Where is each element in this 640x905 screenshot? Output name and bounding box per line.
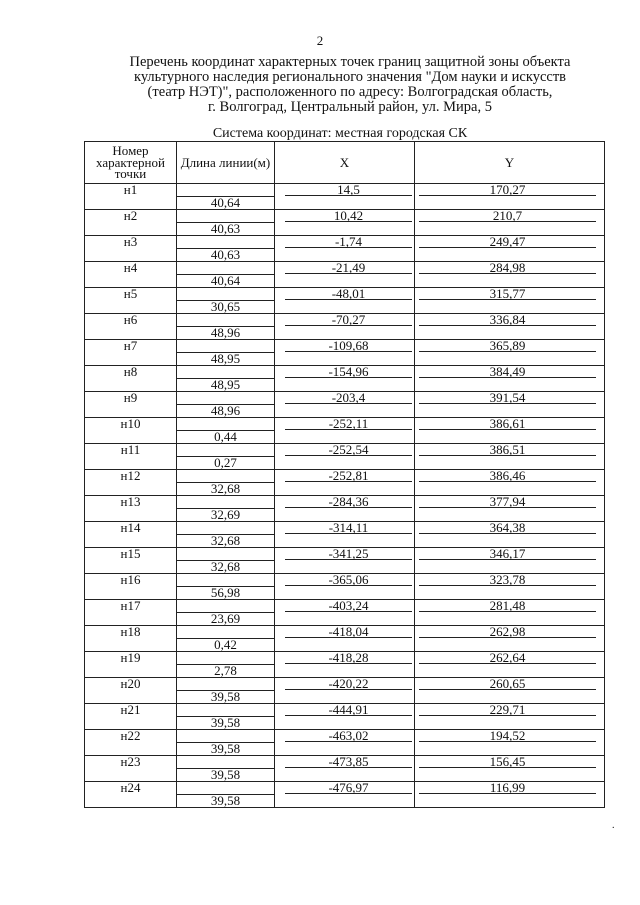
x-coordinate-cell [275,340,415,366]
y-coordinate-cell [415,470,605,496]
y-coordinate-cell-value: 156,45 [419,756,596,768]
table-row [85,262,605,288]
x-coordinate-cell-value: -418,28 [285,652,412,664]
table-row [85,652,605,678]
line-length-cell-value: 48,95 [177,378,274,391]
x-coordinate-cell [275,704,415,730]
point-number-cell: н12 [85,470,177,496]
x-coordinate-cell [275,678,415,704]
line-length-cell-value: 32,68 [177,534,274,547]
line-length-cell [177,444,275,470]
x-coordinate-cell-value: -365,06 [285,574,412,586]
y-coordinate-cell [415,574,605,600]
x-coordinate-cell-value: -109,68 [285,340,412,352]
header-point-number: Номер характерной точки [85,142,177,184]
y-coordinate-cell-value: 384,49 [419,366,596,378]
x-coordinate-cell-value: -403,24 [285,600,412,612]
line-length-cell-value: 40,64 [177,196,274,209]
line-length-cell [177,470,275,496]
margin-dot: . [612,820,615,831]
table-header-row [85,142,605,184]
y-coordinate-cell [415,730,605,756]
x-coordinate-cell-value: -284,36 [285,496,412,508]
line-length-cell [177,392,275,418]
line-length-cell-value: 32,68 [177,560,274,573]
table-row [85,678,605,704]
table-body [85,184,605,808]
x-coordinate-cell-value: -473,85 [285,756,412,768]
y-coordinate-cell [415,548,605,574]
x-coordinate-cell-value: -1,74 [285,236,412,248]
x-coordinate-cell-value: -444,91 [285,704,412,716]
line-length-cell-value: 0,42 [177,638,274,651]
y-coordinate-cell [415,236,605,262]
x-coordinate-cell-value: -203,4 [285,392,412,404]
y-coordinate-cell-value: 210,7 [419,210,596,222]
title-line: культурного наследия регионального значения "Дом науки и искусств [133,69,567,85]
table-row [85,626,605,652]
x-coordinate-cell [275,782,415,808]
y-coordinate-cell [415,652,605,678]
line-length-cell-value: 39,58 [177,716,274,729]
point-number-cell: н22 [85,730,177,756]
x-coordinate-cell [275,418,415,444]
table-row [85,470,605,496]
header-y: Y [415,142,605,184]
line-length-cell [177,236,275,262]
point-number-cell: н18 [85,626,177,652]
y-coordinate-cell-value: 386,61 [419,418,596,430]
point-number-cell: н16 [85,574,177,600]
x-coordinate-cell [275,756,415,782]
y-coordinate-cell [415,678,605,704]
point-number-cell: н2 [85,210,177,236]
point-number-cell: н3 [85,236,177,262]
table-row [85,730,605,756]
line-length-cell [177,626,275,652]
point-number-cell: н24 [85,782,177,808]
table-row [85,444,605,470]
point-number-cell: н5 [85,288,177,314]
table-row [85,418,605,444]
line-length-cell [177,340,275,366]
y-coordinate-cell-value: 377,94 [419,496,596,508]
x-coordinate-cell-value: -341,25 [285,548,412,560]
x-coordinate-cell [275,262,415,288]
point-number-cell: н14 [85,522,177,548]
x-coordinate-cell-value: -476,97 [285,782,412,794]
line-length-cell [177,756,275,782]
point-number-cell: н11 [85,444,177,470]
line-length-cell-value: 39,58 [177,742,274,755]
coordinates-table [84,141,605,808]
y-coordinate-cell-value: 323,78 [419,574,596,586]
y-coordinate-cell [415,366,605,392]
table-row [85,756,605,782]
x-coordinate-cell-value: -252,81 [285,470,412,482]
line-length-cell [177,678,275,704]
y-coordinate-cell-value: 262,98 [419,626,596,638]
table-row [85,236,605,262]
x-coordinate-cell [275,314,415,340]
y-coordinate-cell [415,288,605,314]
point-number-cell: н9 [85,392,177,418]
line-length-cell [177,600,275,626]
x-coordinate-cell-value: -314,11 [285,522,412,534]
line-length-cell-value: 32,68 [177,482,274,495]
table-row [85,574,605,600]
x-coordinate-cell [275,210,415,236]
y-coordinate-cell-value: 229,71 [419,704,596,716]
line-length-cell [177,184,275,210]
line-length-cell [177,704,275,730]
y-coordinate-cell-value: 170,27 [419,184,596,196]
y-coordinate-cell-value: 364,38 [419,522,596,534]
x-coordinate-cell-value: 10,42 [285,210,412,222]
x-coordinate-cell [275,496,415,522]
y-coordinate-cell-value: 386,51 [419,444,596,456]
point-number-cell: н13 [85,496,177,522]
table-row [85,782,605,808]
line-length-cell-value: 56,98 [177,586,274,599]
y-coordinate-cell [415,600,605,626]
point-number-cell: н17 [85,600,177,626]
line-length-cell-value: 40,64 [177,274,274,287]
line-length-cell-value: 0,44 [177,430,274,443]
point-number-cell: н6 [85,314,177,340]
line-length-cell [177,314,275,340]
line-length-cell-value: 48,95 [177,352,274,365]
x-coordinate-cell-value: -48,01 [285,288,412,300]
table-row [85,600,605,626]
y-coordinate-cell [415,756,605,782]
point-number-cell: н1 [85,184,177,210]
y-coordinate-cell [415,262,605,288]
y-coordinate-cell [415,626,605,652]
table-row [85,704,605,730]
page-number: 2 [316,33,324,48]
y-coordinate-cell-value: 386,46 [419,470,596,482]
x-coordinate-cell-value: -420,22 [285,678,412,690]
point-number-cell: н4 [85,262,177,288]
x-coordinate-cell [275,548,415,574]
line-length-cell-value: 2,78 [177,664,274,677]
y-coordinate-cell-value: 336,84 [419,314,596,326]
table-row [85,392,605,418]
point-number-cell: н8 [85,366,177,392]
table-row [85,288,605,314]
x-coordinate-cell [275,288,415,314]
point-number-cell: н21 [85,704,177,730]
point-number-cell: н15 [85,548,177,574]
line-length-cell [177,652,275,678]
line-length-cell [177,730,275,756]
line-length-cell-value: 32,69 [177,508,274,521]
x-coordinate-cell-value: -70,27 [285,314,412,326]
line-length-cell-value: 39,58 [177,768,274,781]
line-length-cell [177,496,275,522]
title-line: (театр НЭТ)", расположенного по адресу: Волгоградская область, [147,84,553,100]
point-number-cell: н7 [85,340,177,366]
x-coordinate-cell [275,392,415,418]
line-length-cell [177,288,275,314]
table-row [85,210,605,236]
x-coordinate-cell [275,366,415,392]
line-length-cell [177,262,275,288]
table-row [85,522,605,548]
x-coordinate-cell [275,730,415,756]
x-coordinate-cell [275,626,415,652]
line-length-cell-value: 48,96 [177,404,274,417]
header-line-length: Длина линии(м) [177,142,275,184]
line-length-cell-value: 39,58 [177,690,274,703]
document-title [100,55,600,115]
x-coordinate-cell-value: -463,02 [285,730,412,742]
y-coordinate-cell-value: 262,64 [419,652,596,664]
y-coordinate-cell [415,418,605,444]
line-length-cell [177,548,275,574]
table-row [85,496,605,522]
coordinate-system-caption: Система координат: местная городская СК [212,126,468,141]
line-length-cell [177,210,275,236]
y-coordinate-cell-value: 391,54 [419,392,596,404]
y-coordinate-cell-value: 346,17 [419,548,596,560]
y-coordinate-cell-value: 315,77 [419,288,596,300]
x-coordinate-cell [275,470,415,496]
y-coordinate-cell-value: 249,47 [419,236,596,248]
title-line: Перечень координат характерных точек границ защитной зоны объекта [129,54,571,70]
y-coordinate-cell [415,444,605,470]
x-coordinate-cell [275,444,415,470]
x-coordinate-cell [275,184,415,210]
line-length-cell-value: 48,96 [177,326,274,339]
line-length-cell-value: 0,27 [177,456,274,469]
x-coordinate-cell-value: 14,5 [285,184,412,196]
line-length-cell-value: 23,69 [177,612,274,625]
line-length-cell [177,418,275,444]
line-length-cell-value: 40,63 [177,222,274,235]
y-coordinate-cell [415,496,605,522]
y-coordinate-cell [415,340,605,366]
y-coordinate-cell [415,314,605,340]
x-coordinate-cell [275,236,415,262]
point-number-cell: н23 [85,756,177,782]
header-x: X [275,142,415,184]
y-coordinate-cell-value: 281,48 [419,600,596,612]
x-coordinate-cell-value: -154,96 [285,366,412,378]
x-coordinate-cell-value: -252,54 [285,444,412,456]
y-coordinate-cell-value: 365,89 [419,340,596,352]
title-line: г. Волгоград, Центральный район, ул. Мира, 5 [208,99,492,115]
y-coordinate-cell [415,184,605,210]
line-length-cell-value: 39,58 [177,794,274,807]
table-row [85,184,605,210]
y-coordinate-cell [415,704,605,730]
line-length-cell [177,366,275,392]
table-row [85,366,605,392]
line-length-cell [177,782,275,808]
line-length-cell-value: 30,65 [177,300,274,313]
x-coordinate-cell [275,652,415,678]
point-number-cell: н10 [85,418,177,444]
y-coordinate-cell [415,522,605,548]
x-coordinate-cell [275,600,415,626]
y-coordinate-cell-value: 194,52 [419,730,596,742]
y-coordinate-cell-value: 116,99 [419,782,596,794]
x-coordinate-cell-value: -418,04 [285,626,412,638]
x-coordinate-cell-value: -21,49 [285,262,412,274]
y-coordinate-cell-value: 260,65 [419,678,596,690]
line-length-cell [177,574,275,600]
x-coordinate-cell [275,574,415,600]
x-coordinate-cell-value: -252,11 [285,418,412,430]
point-number-cell: н19 [85,652,177,678]
y-coordinate-cell [415,210,605,236]
x-coordinate-cell [275,522,415,548]
y-coordinate-cell-value: 284,98 [419,262,596,274]
table-row [85,340,605,366]
y-coordinate-cell [415,392,605,418]
y-coordinate-cell [415,782,605,808]
line-length-cell-value: 40,63 [177,248,274,261]
line-length-cell [177,522,275,548]
table-row [85,314,605,340]
point-number-cell: н20 [85,678,177,704]
table-row [85,548,605,574]
